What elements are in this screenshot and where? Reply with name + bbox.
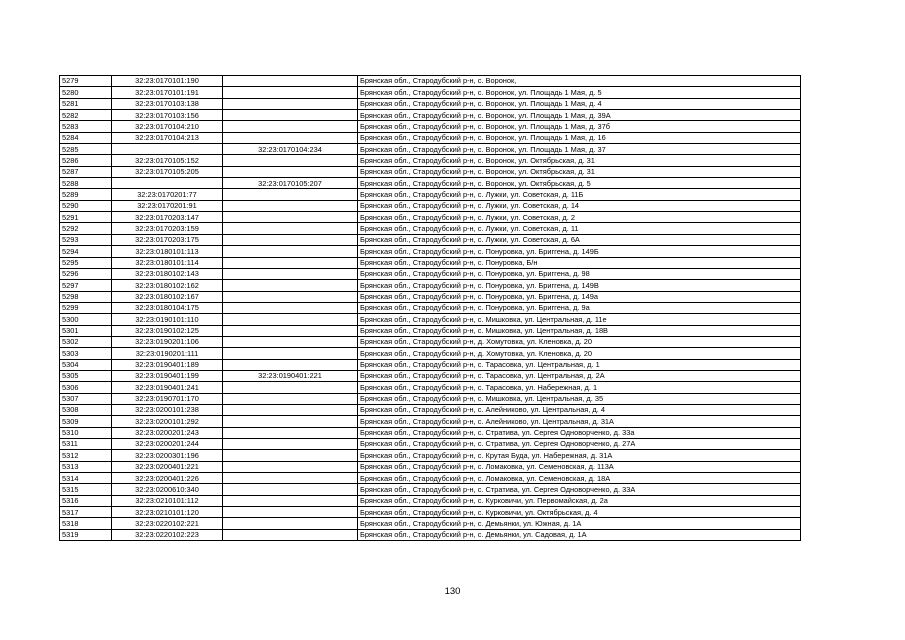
address-cell: Брянская обл., Стародубский р-н, с. Воронок, bbox=[358, 76, 801, 87]
cadastral-number-cell: 32:23:0170103:156 bbox=[112, 110, 223, 121]
address-cell: Брянская обл., Стародубский р-н, с. Стратива, ул. Сергея Одноворченко, д. 33А bbox=[358, 484, 801, 495]
cadastral-number-cell: 32:23:0170103:138 bbox=[112, 98, 223, 109]
address-cell: Брянская обл., Стародубский р-н, д. Хомутовка, ул. Кленовка, д. 20 bbox=[358, 348, 801, 359]
table-row bbox=[60, 325, 801, 336]
row-number-cell: 5293 bbox=[60, 234, 112, 245]
row-number-cell: 5317 bbox=[60, 507, 112, 518]
cadastral-number-cell: 32:23:0170203:175 bbox=[112, 234, 223, 245]
row-number-cell: 5292 bbox=[60, 223, 112, 234]
address-cell: Брянская обл., Стародубский р-н, с. Тарасовка, ул. Центральная, д. 2А bbox=[358, 370, 801, 381]
cadastral-number-cell: 32:23:0190401:199 bbox=[112, 370, 223, 381]
related-cadastral-number-cell bbox=[223, 291, 358, 302]
table-row bbox=[60, 132, 801, 143]
cadastral-number-cell: 32:23:0190102:125 bbox=[112, 325, 223, 336]
address-cell: Брянская обл., Стародубский р-н, с. Мишковка, ул. Центральная, д. 18В bbox=[358, 325, 801, 336]
address-cell: Брянская обл., Стародубский р-н, с. Понуровка, ул. Бриггена, д. 9а bbox=[358, 302, 801, 313]
table-row bbox=[60, 393, 801, 404]
related-cadastral-number-cell bbox=[223, 268, 358, 279]
row-number-cell: 5286 bbox=[60, 155, 112, 166]
address-cell: Брянская обл., Стародубский р-н, с. Понуровка, ул. Бриггена, д. 98 bbox=[358, 268, 801, 279]
table-row bbox=[60, 110, 801, 121]
related-cadastral-number-cell bbox=[223, 450, 358, 461]
related-cadastral-number-cell bbox=[223, 348, 358, 359]
cadastral-number-cell: 32:23:0170101:191 bbox=[112, 87, 223, 98]
row-number-cell: 5281 bbox=[60, 98, 112, 109]
row-number-cell: 5311 bbox=[60, 439, 112, 450]
address-cell: Брянская обл., Стародубский р-н, с. Понуровка, ул. Бриггена, д. 149В bbox=[358, 280, 801, 291]
related-cadastral-number-cell bbox=[223, 280, 358, 291]
address-cell: Брянская обл., Стародубский р-н, с. Воронок, ул. Площадь 1 Мая, д. 4 bbox=[358, 98, 801, 109]
table-row bbox=[60, 416, 801, 427]
table-row bbox=[60, 495, 801, 506]
related-cadastral-number-cell bbox=[223, 155, 358, 166]
related-cadastral-number-cell bbox=[223, 507, 358, 518]
address-cell: Брянская обл., Стародубский р-н, с. Демьянки, ул. Южная, д. 1А bbox=[358, 518, 801, 529]
address-cell: Брянская обл., Стародубский р-н, с. Лужки, ул. Советская, д. 6А bbox=[358, 234, 801, 245]
row-number-cell: 5287 bbox=[60, 166, 112, 177]
address-cell: Брянская обл., Стародубский р-н, с. Тарасовка, ул. Центральная, д. 1 bbox=[358, 359, 801, 370]
address-cell: Брянская обл., Стародубский р-н, с. Воронок, ул. Площадь 1 Мая, д. 16 bbox=[358, 132, 801, 143]
cadastral-number-cell: 32:23:0170104:213 bbox=[112, 132, 223, 143]
row-number-cell: 5308 bbox=[60, 404, 112, 415]
address-cell: Брянская обл., Стародубский р-н, с. Понуровка, ул. Бриггена, д. 149а bbox=[358, 291, 801, 302]
related-cadastral-number-cell bbox=[223, 529, 358, 540]
table-row bbox=[60, 439, 801, 450]
row-number-cell: 5302 bbox=[60, 336, 112, 347]
cadastral-number-cell: 32:23:0200201:243 bbox=[112, 427, 223, 438]
address-cell: Брянская обл., Стародубский р-н, с. Демьянки, ул. Садовая, д. 1А bbox=[358, 529, 801, 540]
related-cadastral-number-cell bbox=[223, 427, 358, 438]
related-cadastral-number-cell bbox=[223, 76, 358, 87]
address-cell: Брянская обл., Стародубский р-н, с. Алейниково, ул. Центральная, д. 4 bbox=[358, 404, 801, 415]
row-number-cell: 5296 bbox=[60, 268, 112, 279]
row-number-cell: 5300 bbox=[60, 314, 112, 325]
related-cadastral-number-cell bbox=[223, 336, 358, 347]
page-number: 130 bbox=[444, 586, 461, 597]
row-number-cell: 5280 bbox=[60, 87, 112, 98]
row-number-cell: 5285 bbox=[60, 144, 112, 155]
table-row bbox=[60, 76, 801, 87]
table-row bbox=[60, 302, 801, 313]
cadastral-number-cell: 32:23:0170105:205 bbox=[112, 166, 223, 177]
address-cell: Брянская обл., Стародубский р-н, с. Курковичи, ул. Первомайская, д. 2а bbox=[358, 495, 801, 506]
table-row bbox=[60, 507, 801, 518]
related-cadastral-number-cell bbox=[223, 246, 358, 257]
related-cadastral-number-cell: 32:23:0190401:221 bbox=[223, 370, 358, 381]
related-cadastral-number-cell bbox=[223, 439, 358, 450]
address-cell: Брянская обл., Стародубский р-н, д. Хомутовка, ул. Кленовка, д. 20 bbox=[358, 336, 801, 347]
address-cell: Брянская обл., Стародубский р-н, с. Ломаковка, ул. Семеновская, д. 18А bbox=[358, 473, 801, 484]
row-number-cell: 5279 bbox=[60, 76, 112, 87]
address-cell: Брянская обл., Стародубский р-н, с. Воронок, ул. Площадь 1 Мая, д. 5 bbox=[358, 87, 801, 98]
table-row bbox=[60, 529, 801, 540]
related-cadastral-number-cell bbox=[223, 325, 358, 336]
row-number-cell: 5290 bbox=[60, 200, 112, 211]
table-row bbox=[60, 473, 801, 484]
address-cell: Брянская обл., Стародубский р-н, с. Крутая Буда, ул. Набережная, д. 31А bbox=[358, 450, 801, 461]
row-number-cell: 5309 bbox=[60, 416, 112, 427]
related-cadastral-number-cell: 32:23:0170105:207 bbox=[223, 178, 358, 189]
address-cell: Брянская обл., Стародубский р-н, с. Тарасовка, ул. Набережная, д. 1 bbox=[358, 382, 801, 393]
table-row bbox=[60, 461, 801, 472]
table-row bbox=[60, 144, 801, 155]
related-cadastral-number-cell bbox=[223, 87, 358, 98]
address-cell: Брянская обл., Стародубский р-н, с. Лужки, ул. Советская, д. 11Б bbox=[358, 189, 801, 200]
table-row bbox=[60, 359, 801, 370]
related-cadastral-number-cell bbox=[223, 416, 358, 427]
row-number-cell: 5316 bbox=[60, 495, 112, 506]
cadastral-number-cell: 32:23:0180102:143 bbox=[112, 268, 223, 279]
table-row bbox=[60, 280, 801, 291]
row-number-cell: 5319 bbox=[60, 529, 112, 540]
table-row bbox=[60, 450, 801, 461]
table-row bbox=[60, 87, 801, 98]
row-number-cell: 5298 bbox=[60, 291, 112, 302]
table-row bbox=[60, 155, 801, 166]
related-cadastral-number-cell bbox=[223, 461, 358, 472]
cadastral-number-cell: 32:23:0170201:91 bbox=[112, 200, 223, 211]
related-cadastral-number-cell bbox=[223, 223, 358, 234]
table-row bbox=[60, 212, 801, 223]
related-cadastral-number-cell bbox=[223, 302, 358, 313]
cadastral-number-cell: 32:23:0190401:189 bbox=[112, 359, 223, 370]
cadastral-number-cell: 32:23:0200401:226 bbox=[112, 473, 223, 484]
related-cadastral-number-cell bbox=[223, 121, 358, 132]
address-cell: Брянская обл., Стародубский р-н, с. Воронок, ул. Площадь 1 Мая, д. 39А bbox=[358, 110, 801, 121]
cadastral-number-cell: 32:23:0180101:113 bbox=[112, 246, 223, 257]
cadastral-number-cell: 32:23:0170104:210 bbox=[112, 121, 223, 132]
related-cadastral-number-cell bbox=[223, 110, 358, 121]
row-number-cell: 5299 bbox=[60, 302, 112, 313]
cadastral-number-cell: 32:23:0190101:110 bbox=[112, 314, 223, 325]
table-row bbox=[60, 382, 801, 393]
cadastral-number-cell: 32:23:0180102:167 bbox=[112, 291, 223, 302]
table-row bbox=[60, 178, 801, 189]
table-row bbox=[60, 370, 801, 381]
row-number-cell: 5282 bbox=[60, 110, 112, 121]
address-cell: Брянская обл., Стародубский р-н, с. Воронок, ул. Октябрьская, д. 31 bbox=[358, 155, 801, 166]
table-row bbox=[60, 246, 801, 257]
related-cadastral-number-cell bbox=[223, 404, 358, 415]
address-cell: Брянская обл., Стародубский р-н, с. Алейниково, ул. Центральная, д. 31А bbox=[358, 416, 801, 427]
row-number-cell: 5297 bbox=[60, 280, 112, 291]
row-number-cell: 5307 bbox=[60, 393, 112, 404]
address-cell: Брянская обл., Стародубский р-н, с. Воронок, ул. Площадь 1 Мая, д. 37б bbox=[358, 121, 801, 132]
row-number-cell: 5283 bbox=[60, 121, 112, 132]
row-number-cell: 5291 bbox=[60, 212, 112, 223]
row-number-cell: 5312 bbox=[60, 450, 112, 461]
row-number-cell: 5301 bbox=[60, 325, 112, 336]
cadastral-number-cell: 32:23:0190201:106 bbox=[112, 336, 223, 347]
cadastral-number-cell: 32:23:0220102:221 bbox=[112, 518, 223, 529]
cadastral-number-cell: 32:23:0190401:241 bbox=[112, 382, 223, 393]
table-row bbox=[60, 518, 801, 529]
table-row bbox=[60, 268, 801, 279]
row-number-cell: 5289 bbox=[60, 189, 112, 200]
related-cadastral-number-cell bbox=[223, 314, 358, 325]
cadastral-number-cell: 32:23:0170101:190 bbox=[112, 76, 223, 87]
table-row bbox=[60, 189, 801, 200]
related-cadastral-number-cell: 32:23:0170104:234 bbox=[223, 144, 358, 155]
row-number-cell: 5288 bbox=[60, 178, 112, 189]
address-cell: Брянская обл., Стародубский р-н, с. Мишковка, ул. Центральная, д. 11е bbox=[358, 314, 801, 325]
address-cell: Брянская обл., Стародубский р-н, с. Воронок, ул. Октябрьская, д. 31 bbox=[358, 166, 801, 177]
address-cell: Брянская обл., Стародубский р-н, с. Лужки, ул. Советская, д. 14 bbox=[358, 200, 801, 211]
cadastral-number-cell: 32:23:0190201:111 bbox=[112, 348, 223, 359]
related-cadastral-number-cell bbox=[223, 518, 358, 529]
related-cadastral-number-cell bbox=[223, 382, 358, 393]
cadastral-number-cell: 32:23:0170201:77 bbox=[112, 189, 223, 200]
table-row bbox=[60, 427, 801, 438]
address-cell: Брянская обл., Стародубский р-н, с. Лужки, ул. Советская, д. 2 bbox=[358, 212, 801, 223]
table-row bbox=[60, 257, 801, 268]
related-cadastral-number-cell bbox=[223, 359, 358, 370]
related-cadastral-number-cell bbox=[223, 484, 358, 495]
cadastral-number-cell: 32:23:0220102:223 bbox=[112, 529, 223, 540]
cadastral-number-cell: 32:23:0190701:170 bbox=[112, 393, 223, 404]
address-cell: Брянская обл., Стародубский р-н, с. Ломаковка, ул. Семеновская, д. 113А bbox=[358, 461, 801, 472]
cadastral-number-cell bbox=[112, 178, 223, 189]
cadastral-number-cell: 32:23:0200401:221 bbox=[112, 461, 223, 472]
row-number-cell: 5294 bbox=[60, 246, 112, 257]
related-cadastral-number-cell bbox=[223, 257, 358, 268]
cadastral-number-cell: 32:23:0170203:147 bbox=[112, 212, 223, 223]
row-number-cell: 5314 bbox=[60, 473, 112, 484]
table-body bbox=[60, 76, 801, 541]
cadastral-number-cell: 32:23:0170105:152 bbox=[112, 155, 223, 166]
row-number-cell: 5310 bbox=[60, 427, 112, 438]
row-number-cell: 5304 bbox=[60, 359, 112, 370]
related-cadastral-number-cell bbox=[223, 234, 358, 245]
cadastral-number-cell: 32:23:0180104:175 bbox=[112, 302, 223, 313]
cadastral-number-cell: 32:23:0200301:196 bbox=[112, 450, 223, 461]
related-cadastral-number-cell bbox=[223, 212, 358, 223]
cadastral-number-cell: 32:23:0200201:244 bbox=[112, 439, 223, 450]
row-number-cell: 5295 bbox=[60, 257, 112, 268]
row-number-cell: 5306 bbox=[60, 382, 112, 393]
related-cadastral-number-cell bbox=[223, 166, 358, 177]
cadastral-number-cell: 32:23:0180101:114 bbox=[112, 257, 223, 268]
table-row bbox=[60, 98, 801, 109]
address-cell: Брянская обл., Стародубский р-н, с. Стратива, ул. Сергея Одноворченко, д. 27А bbox=[358, 439, 801, 450]
table-row bbox=[60, 314, 801, 325]
cadastral-number-cell: 32:23:0180102:162 bbox=[112, 280, 223, 291]
cadastral-number-cell: 32:23:0170203:159 bbox=[112, 223, 223, 234]
related-cadastral-number-cell bbox=[223, 473, 358, 484]
related-cadastral-number-cell bbox=[223, 189, 358, 200]
address-cell: Брянская обл., Стародубский р-н, с. Понуровка, ул. Бриггена, д. 149Б bbox=[358, 246, 801, 257]
address-cell: Брянская обл., Стародубский р-н, с. Курковичи, ул. Октябрьская, д. 4 bbox=[358, 507, 801, 518]
row-number-cell: 5303 bbox=[60, 348, 112, 359]
related-cadastral-number-cell bbox=[223, 393, 358, 404]
row-number-cell: 5318 bbox=[60, 518, 112, 529]
related-cadastral-number-cell bbox=[223, 495, 358, 506]
row-number-cell: 5315 bbox=[60, 484, 112, 495]
table-row bbox=[60, 166, 801, 177]
address-cell: Брянская обл., Стародубский р-н, с. Стратива, ул. Сергея Одноворченко, д. 33а bbox=[358, 427, 801, 438]
table-row bbox=[60, 200, 801, 211]
table-row bbox=[60, 336, 801, 347]
table-row bbox=[60, 223, 801, 234]
related-cadastral-number-cell bbox=[223, 200, 358, 211]
table-row bbox=[60, 484, 801, 495]
cadastral-number-cell: 32:23:0210101:112 bbox=[112, 495, 223, 506]
address-cell: Брянская обл., Стародубский р-н, с. Воронок, ул. Октябрьская, д. 5 bbox=[358, 178, 801, 189]
cadastral-number-cell: 32:23:0200610:340 bbox=[112, 484, 223, 495]
row-number-cell: 5313 bbox=[60, 461, 112, 472]
address-cell: Брянская обл., Стародубский р-н, с. Воронок, ул. Площадь 1 Мая, д. 37 bbox=[358, 144, 801, 155]
cadastral-number-cell: 32:23:0200101:238 bbox=[112, 404, 223, 415]
related-cadastral-number-cell bbox=[223, 98, 358, 109]
address-cell: Брянская обл., Стародубский р-н, с. Понуровка, Б/н bbox=[358, 257, 801, 268]
address-cell: Брянская обл., Стародубский р-н, с. Мишковка, ул. Центральная, д. 35 bbox=[358, 393, 801, 404]
table-row bbox=[60, 234, 801, 245]
table-row bbox=[60, 348, 801, 359]
row-number-cell: 5305 bbox=[60, 370, 112, 381]
related-cadastral-number-cell bbox=[223, 132, 358, 143]
cadastral-number-cell: 32:23:0210101:120 bbox=[112, 507, 223, 518]
table-row bbox=[60, 121, 801, 132]
table-row bbox=[60, 291, 801, 302]
property-registry-table bbox=[59, 75, 801, 541]
cadastral-number-cell bbox=[112, 144, 223, 155]
table-row bbox=[60, 404, 801, 415]
row-number-cell: 5284 bbox=[60, 132, 112, 143]
cadastral-number-cell: 32:23:0200101:292 bbox=[112, 416, 223, 427]
address-cell: Брянская обл., Стародубский р-н, с. Лужки, ул. Советская, д. 11 bbox=[358, 223, 801, 234]
